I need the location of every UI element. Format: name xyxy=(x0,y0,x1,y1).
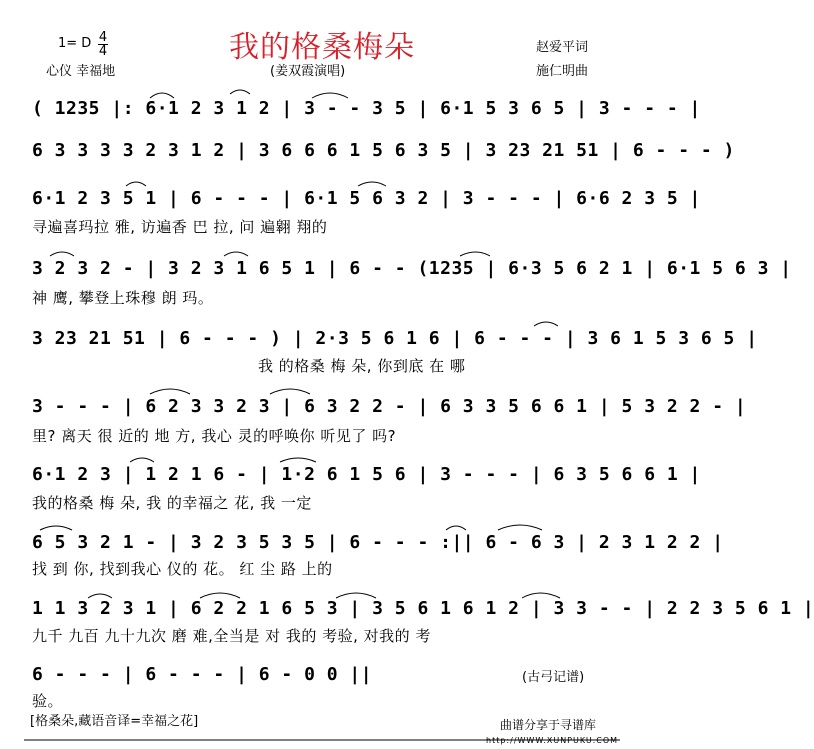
composer: 施仁明曲 xyxy=(536,64,589,79)
score-row-9-notes: 1 1 3 2 3 1 | 6 2 2 1 6 5 3 | 3 5 6 1 6 1 2 | 3 3 - - | 2 2 3 5 6 1 | xyxy=(32,598,814,619)
style-note: 心仪 幸福地 xyxy=(46,64,116,79)
site-url[interactable]: http://WWW.XUNPUKU.COM xyxy=(486,736,619,745)
key-signature: 1= D xyxy=(58,36,92,51)
score-row-7-lyrics: 我的格桑 梅 朵, 我 的幸福之 花, 我 一定 xyxy=(32,494,312,512)
time-signature: 4 4 xyxy=(98,30,108,59)
score-row-5-notes: 3 23 21 51 | 6 - - - ) | 2·3 5 6 1 6 | 6 - - - | 3 6 1 5 3 6 5 | xyxy=(32,328,758,349)
score-row-6-notes: 3 - - - | 6 2 3 3 2 3 | 6 3 2 2 - | 6 3 3 5 6 6 1 | 5 3 2 2 - | xyxy=(32,396,747,417)
score-row-8-notes: 6 5 3 2 1 - | 3 2 3 5 3 5 | 6 - - - :|| 6 - 6 3 | 2 3 1 2 2 | xyxy=(32,532,724,553)
footnote: [格桑朵,藏语音译=幸福之花] xyxy=(30,714,199,729)
song-title: 我的格桑梅朵 xyxy=(229,30,415,65)
score-row-2-notes: 6 3 3 3 3 2 3 1 2 | 3 6 6 6 1 5 6 3 5 | 3 23 21 51 | 6 - - - ) xyxy=(32,140,735,161)
score-row-7-notes: 6·1 2 3 | 1 2 1 6 - | 1·2 6 1 5 6 | 3 - - - | 6 3 5 6 6 1 | xyxy=(32,464,701,485)
score-row-3-lyrics: 寻遍喜玛拉 雅, 访遍香 巴 拉, 问 遍翱 翔的 xyxy=(32,218,328,236)
score-row-4-lyrics: 神 鹰, 攀登上珠穆 朗 玛。 xyxy=(32,289,214,307)
score-row-5-lyrics: 我 的格桑 梅 朵, 你到底 在 哪 xyxy=(258,357,466,375)
score-row-4-notes: 3 2 3 2 - | 3 2 3 1 6 5 1 | 6 - - (1235 | 6·3 5 6 2 1 | 6·1 5 6 3 | xyxy=(32,258,792,279)
score-row-10-lyrics: 验。 xyxy=(32,692,64,710)
score-row-3-notes: 6·1 2 3 5 1 | 6 - - - | 6·1 5 6 3 2 | 3 - - - | 6·6 2 3 5 | xyxy=(32,188,701,209)
score-row-8-lyrics: 找 到 你, 找到我心 仪的 花。 红 尘 路 上的 xyxy=(32,560,333,578)
score-row-9-lyrics: 九千 九百 九十九次 磨 难,全当是 对 我的 考验, 对我的 考 xyxy=(32,627,431,645)
share-text: 曲谱分享于寻谱库 xyxy=(500,718,597,732)
score-row-6-lyrics: 里? 离天 很 近的 地 方, 我心 灵的呼唤你 听见了 吗? xyxy=(32,427,397,445)
notation-source: (古弓记谱) xyxy=(522,670,585,685)
performer: (姜双霞演唱) xyxy=(270,64,346,79)
lyricist: 赵爱平词 xyxy=(536,40,589,55)
score-row-1-notes: ( 1235 |: 6·1 2 3 1 2 | 3 - - 3 5 | 6·1 5 3 6 5 | 3 - - - | xyxy=(32,98,701,119)
score-row-10-notes: 6 - - - | 6 - - - | 6 - 0 0 || xyxy=(32,664,373,685)
